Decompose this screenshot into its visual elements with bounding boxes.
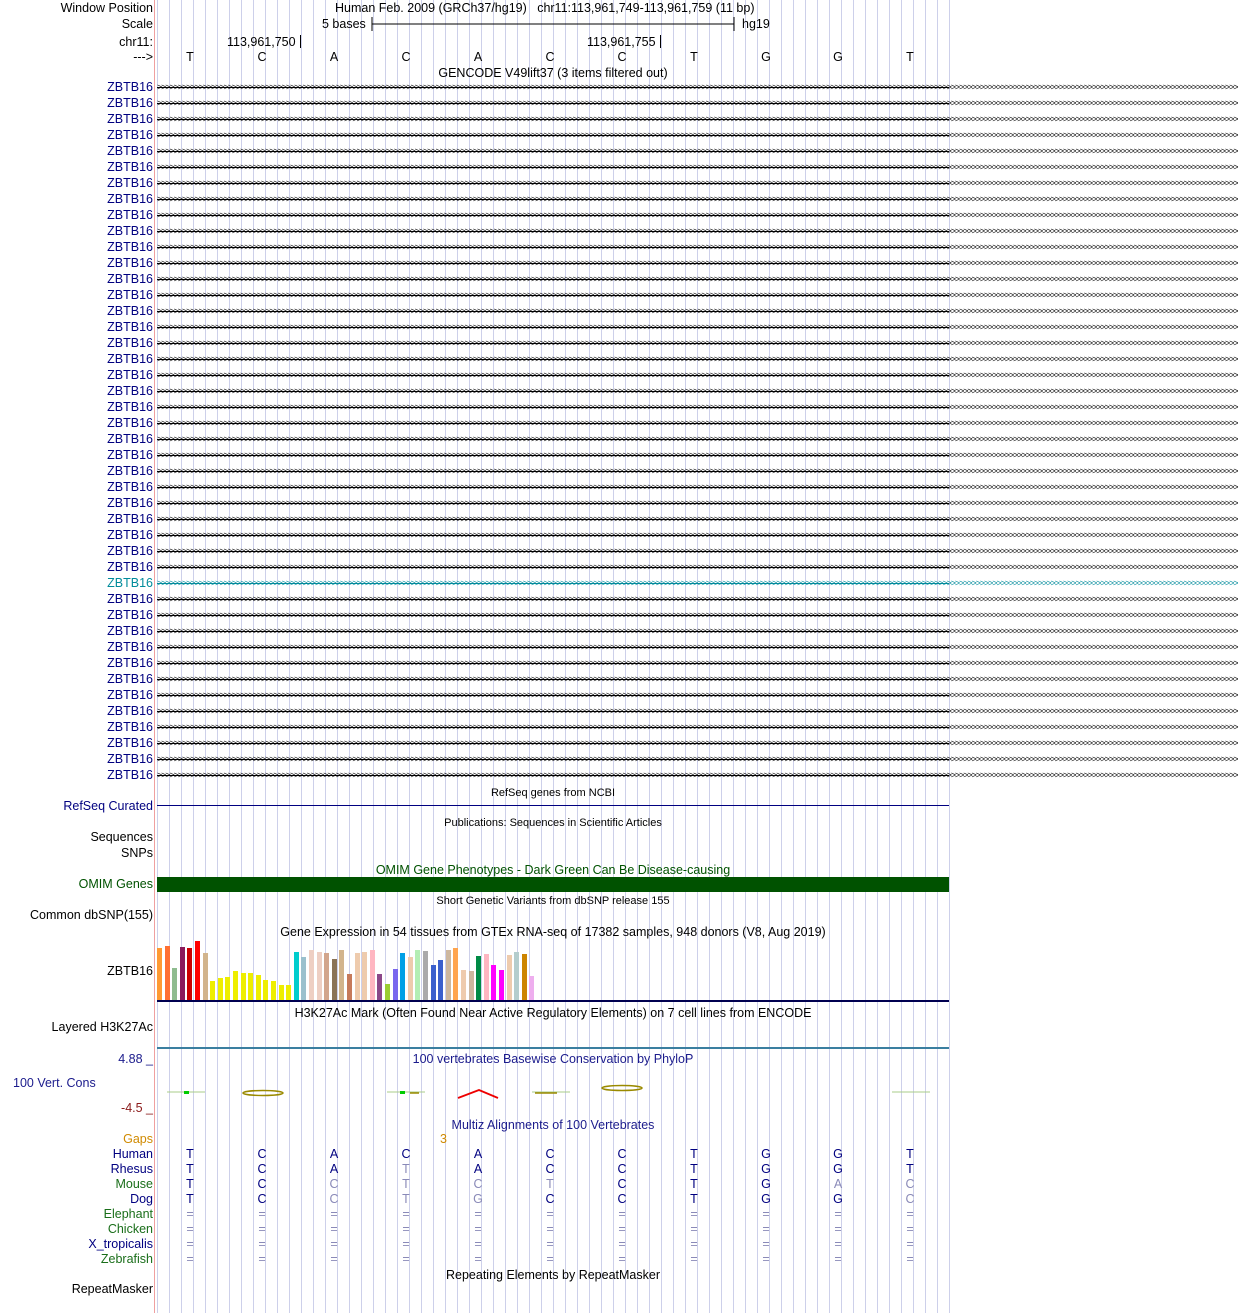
strand-arrows: >>>>>>>>>>>>>>>>>>>>>>>>>>>>>>>>>>>>>>>>>>>>>>>>>>>>>>>>>>>>>>>>>>>>>>>>>>>>>>>>>>>>>>>>>>>>>>>>>>>>>>>>>>>>>>>>>>>>>>>>>>>>>>>>>>>>>>>>>>>>>>>>>>>>>>>>>>>>>>>>>>>>>>>>>>>>>>>>>>>>>>>>>>>>>>>>>>>>>>>>>>>>>>>>>>>>>>>>>>>>>>>>>>>>>>>>>>>>>>>>>>>>>>>>>>>>>>>>>>>> (157, 498, 1238, 508)
gtex-baseline (157, 1000, 949, 1002)
gtex-tissue-bar[interactable] (484, 954, 489, 1001)
alignment-base: G (473, 1192, 483, 1206)
strand-arrows: >>>>>>>>>>>>>>>>>>>>>>>>>>>>>>>>>>>>>>>>>>>>>>>>>>>>>>>>>>>>>>>>>>>>>>>>>>>>>>>>>>>>>>>>>>>>>>>>>>>>>>>>>>>>>>>>>>>>>>>>>>>>>>>>>>>>>>>>>>>>>>>>>>>>>>>>>>>>>>>>>>>>>>>>>>>>>>>>>>>>>>>>>>>>>>>>>>>>>>>>>>>>>>>>>>>>>>>>>>>>>>>>>>>>>>>>>>>>>>>>>>>>>>>>>>>>>>>>>>>> (157, 754, 1238, 764)
strand-arrows: >>>>>>>>>>>>>>>>>>>>>>>>>>>>>>>>>>>>>>>>>>>>>>>>>>>>>>>>>>>>>>>>>>>>>>>>>>>>>>>>>>>>>>>>>>>>>>>>>>>>>>>>>>>>>>>>>>>>>>>>>>>>>>>>>>>>>>>>>>>>>>>>>>>>>>>>>>>>>>>>>>>>>>>>>>>>>>>>>>>>>>>>>>>>>>>>>>>>>>>>>>>>>>>>>>>>>>>>>>>>>>>>>>>>>>>>>>>>>>>>>>>>>>>>>>>>>>>>>>>> (157, 162, 1238, 172)
alignment-base: C (329, 1177, 339, 1191)
refseq-curated-label[interactable]: RefSeq Curated (63, 799, 153, 813)
h3k27ac-signal-line (157, 1047, 949, 1049)
alignment-base: C (617, 1192, 627, 1206)
strand-arrows: >>>>>>>>>>>>>>>>>>>>>>>>>>>>>>>>>>>>>>>>>>>>>>>>>>>>>>>>>>>>>>>>>>>>>>>>>>>>>>>>>>>>>>>>>>>>>>>>>>>>>>>>>>>>>>>>>>>>>>>>>>>>>>>>>>>>>>>>>>>>>>>>>>>>>>>>>>>>>>>>>>>>>>>>>>>>>>>>>>>>>>>>>>>>>>>>>>>>>>>>>>>>>>>>>>>>>>>>>>>>>>>>>>>>>>>>>>>>>>>>>>>>>>>>>>>>>>>>>>>> (157, 194, 1238, 204)
alignment-base: = (186, 1237, 194, 1251)
gtex-tissue-bar[interactable] (446, 950, 451, 1001)
gtex-tissue-bar[interactable] (332, 959, 337, 1001)
gencode-gene-label[interactable]: ZBTB16 (107, 304, 153, 318)
alignment-base: C (257, 1177, 267, 1191)
alignment-base: C (905, 1192, 915, 1206)
alignment-base: = (402, 1237, 410, 1251)
alignment-base: = (618, 1222, 626, 1236)
repeatmasker-track-title: Repeating Elements by RepeatMasker (445, 1268, 660, 1282)
scale-text: 5 bases (322, 17, 366, 31)
gtex-tissue-bar[interactable] (271, 981, 276, 1001)
strand-arrows: >>>>>>>>>>>>>>>>>>>>>>>>>>>>>>>>>>>>>>>>>>>>>>>>>>>>>>>>>>>>>>>>>>>>>>>>>>>>>>>>>>>>>>>>>>>>>>>>>>>>>>>>>>>>>>>>>>>>>>>>>>>>>>>>>>>>>>>>>>>>>>>>>>>>>>>>>>>>>>>>>>>>>>>>>>>>>>>>>>>>>>>>>>>>>>>>>>>>>>>>>>>>>>>>>>>>>>>>>>>>>>>>>>>>>>>>>>>>>>>>>>>>>>>>>>>>>>>>>>>> (157, 114, 1238, 124)
strand-arrows: >>>>>>>>>>>>>>>>>>>>>>>>>>>>>>>>>>>>>>>>>>>>>>>>>>>>>>>>>>>>>>>>>>>>>>>>>>>>>>>>>>>>>>>>>>>>>>>>>>>>>>>>>>>>>>>>>>>>>>>>>>>>>>>>>>>>>>>>>>>>>>>>>>>>>>>>>>>>>>>>>>>>>>>>>>>>>>>>>>>>>>>>>>>>>>>>>>>>>>>>>>>>>>>>>>>>>>>>>>>>>>>>>>>>>>>>>>>>>>>>>>>>>>>>>>>>>>>>>>>> (157, 530, 1238, 540)
gtex-tissue-bar[interactable] (195, 941, 200, 1001)
gtex-tissue-bar[interactable] (294, 952, 299, 1001)
gtex-tissue-bar[interactable] (514, 952, 519, 1001)
alignment-base: = (186, 1252, 194, 1266)
gencode-gene-label[interactable]: ZBTB16 (107, 512, 153, 526)
strand-arrows: >>>>>>>>>>>>>>>>>>>>>>>>>>>>>>>>>>>>>>>>>>>>>>>>>>>>>>>>>>>>>>>>>>>>>>>>>>>>>>>>>>>>>>>>>>>>>>>>>>>>>>>>>>>>>>>>>>>>>>>>>>>>>>>>>>>>>>>>>>>>>>>>>>>>>>>>>>>>>>>>>>>>>>>>>>>>>>>>>>>>>>>>>>>>>>>>>>>>>>>>>>>>>>>>>>>>>>>>>>>>>>>>>>>>>>>>>>>>>>>>>>>>>>>>>>>>>>>>>>>> (157, 562, 1238, 572)
strand-arrows: >>>>>>>>>>>>>>>>>>>>>>>>>>>>>>>>>>>>>>>>>>>>>>>>>>>>>>>>>>>>>>>>>>>>>>>>>>>>>>>>>>>>>>>>>>>>>>>>>>>>>>>>>>>>>>>>>>>>>>>>>>>>>>>>>>>>>>>>>>>>>>>>>>>>>>>>>>>>>>>>>>>>>>>>>>>>>>>>>>>>>>>>>>>>>>>>>>>>>>>>>>>>>>>>>>>>>>>>>>>>>>>>>>>>>>>>>>>>>>>>>>>>>>>>>>>>>>>>>>>> (157, 642, 1238, 652)
alignment-base: T (906, 1147, 914, 1161)
assembly-position-title: Human Feb. 2009 (GRCh37/hg19) chr11:113,961,749-113,961,759 (11 bp) (335, 1, 755, 15)
gencode-gene-label[interactable]: ZBTB16 (107, 320, 153, 334)
gencode-gene-label[interactable]: ZBTB16 (107, 288, 153, 302)
strand-arrows: >>>>>>>>>>>>>>>>>>>>>>>>>>>>>>>>>>>>>>>>>>>>>>>>>>>>>>>>>>>>>>>>>>>>>>>>>>>>>>>>>>>>>>>>>>>>>>>>>>>>>>>>>>>>>>>>>>>>>>>>>>>>>>>>>>>>>>>>>>>>>>>>>>>>>>>>>>>>>>>>>>>>>>>>>>>>>>>>>>>>>>>>>>>>>>>>>>>>>>>>>>>>>>>>>>>>>>>>>>>>>>>>>>>>>>>>>>>>>>>>>>>>>>>>>>>>>>>>>>>> (157, 674, 1238, 684)
gencode-gene-label[interactable]: ZBTB16 (107, 480, 153, 494)
gencode-gene-label[interactable]: ZBTB16 (107, 768, 153, 782)
phylop-min-label: -4.5 _ (121, 1101, 153, 1115)
refseq-track-title: RefSeq genes from NCBI (490, 787, 616, 799)
gtex-tissue-bar[interactable] (203, 953, 208, 1001)
gtex-tissue-bar[interactable] (469, 971, 474, 1001)
species-label[interactable]: Dog (130, 1192, 153, 1206)
alignment-base: C (617, 1177, 627, 1191)
alignment-base: = (906, 1252, 914, 1266)
gencode-gene-label[interactable]: ZBTB16 (107, 272, 153, 286)
alignment-base: G (833, 1147, 843, 1161)
gencode-gene-label[interactable]: ZBTB16 (107, 496, 153, 510)
gtex-tissue-bar[interactable] (248, 973, 253, 1001)
gtex-tissue-bar[interactable] (279, 985, 284, 1001)
alignment-base: T (906, 1162, 914, 1176)
phylop-track-title: 100 vertebrates Basewise Conservation by PhyloP (412, 1052, 694, 1066)
strand-arrows: >>>>>>>>>>>>>>>>>>>>>>>>>>>>>>>>>>>>>>>>>>>>>>>>>>>>>>>>>>>>>>>>>>>>>>>>>>>>>>>>>>>>>>>>>>>>>>>>>>>>>>>>>>>>>>>>>>>>>>>>>>>>>>>>>>>>>>>>>>>>>>>>>>>>>>>>>>>>>>>>>>>>>>>>>>>>>>>>>>>>>>>>>>>>>>>>>>>>>>>>>>>>>>>>>>>>>>>>>>>>>>>>>>>>>>>>>>>>>>>>>>>>>>>>>>>>>>>>>>>> (157, 98, 1238, 108)
alignment-base: T (690, 1147, 698, 1161)
gencode-gene-label[interactable]: ZBTB16 (107, 80, 153, 94)
strand-arrows: >>>>>>>>>>>>>>>>>>>>>>>>>>>>>>>>>>>>>>>>>>>>>>>>>>>>>>>>>>>>>>>>>>>>>>>>>>>>>>>>>>>>>>>>>>>>>>>>>>>>>>>>>>>>>>>>>>>>>>>>>>>>>>>>>>>>>>>>>>>>>>>>>>>>>>>>>>>>>>>>>>>>>>>>>>>>>>>>>>>>>>>>>>>>>>>>>>>>>>>>>>>>>>>>>>>>>>>>>>>>>>>>>>>>>>>>>>>>>>>>>>>>>>>>>>>>>>>>>>>> (157, 706, 1238, 716)
gencode-gene-label[interactable]: ZBTB16 (107, 720, 153, 734)
strand-arrows: >>>>>>>>>>>>>>>>>>>>>>>>>>>>>>>>>>>>>>>>>>>>>>>>>>>>>>>>>>>>>>>>>>>>>>>>>>>>>>>>>>>>>>>>>>>>>>>>>>>>>>>>>>>>>>>>>>>>>>>>>>>>>>>>>>>>>>>>>>>>>>>>>>>>>>>>>>>>>>>>>>>>>>>>>>>>>>>>>>>>>>>>>>>>>>>>>>>>>>>>>>>>>>>>>>>>>>>>>>>>>>>>>>>>>>>>>>>>>>>>>>>>>>>>>>>>>>>>>>>> (157, 82, 1238, 92)
gtex-tissue-bar[interactable] (529, 976, 534, 1001)
gencode-gene-label[interactable]: ZBTB16 (107, 592, 153, 606)
species-label[interactable]: Zebrafish (100, 1252, 153, 1266)
alignment-base: = (834, 1222, 842, 1236)
alignment-base: A (329, 1162, 339, 1176)
strand-arrows: >>>>>>>>>>>>>>>>>>>>>>>>>>>>>>>>>>>>>>>>>>>>>>>>>>>>>>>>>>>>>>>>>>>>>>>>>>>>>>>>>>>>>>>>>>>>>>>>>>>>>>>>>>>>>>>>>>>>>>>>>>>>>>>>>>>>>>>>>>>>>>>>>>>>>>>>>>>>>>>>>>>>>>>>>>>>>>>>>>>>>>>>>>>>>>>>>>>>>>>>>>>>>>>>>>>>>>>>>>>>>>>>>>>>>>>>>>>>>>>>>>>>>>>>>>>>>>>>>>>> (157, 242, 1238, 252)
strand-arrows: >>>>>>>>>>>>>>>>>>>>>>>>>>>>>>>>>>>>>>>>>>>>>>>>>>>>>>>>>>>>>>>>>>>>>>>>>>>>>>>>>>>>>>>>>>>>>>>>>>>>>>>>>>>>>>>>>>>>>>>>>>>>>>>>>>>>>>>>>>>>>>>>>>>>>>>>>>>>>>>>>>>>>>>>>>>>>>>>>>>>>>>>>>>>>>>>>>>>>>>>>>>>>>>>>>>>>>>>>>>>>>>>>>>>>>>>>>>>>>>>>>>>>>>>>>>>>>>>>>>> (157, 354, 1238, 364)
sequence-base: G (833, 50, 843, 64)
gencode-gene-label[interactable]: ZBTB16 (107, 464, 153, 478)
label-separator (154, 0, 155, 1313)
gencode-gene-label[interactable]: ZBTB16 (107, 704, 153, 718)
strand-arrows: >>>>>>>>>>>>>>>>>>>>>>>>>>>>>>>>>>>>>>>>>>>>>>>>>>>>>>>>>>>>>>>>>>>>>>>>>>>>>>>>>>>>>>>>>>>>>>>>>>>>>>>>>>>>>>>>>>>>>>>>>>>>>>>>>>>>>>>>>>>>>>>>>>>>>>>>>>>>>>>>>>>>>>>>>>>>>>>>>>>>>>>>>>>>>>>>>>>>>>>>>>>>>>>>>>>>>>>>>>>>>>>>>>>>>>>>>>>>>>>>>>>>>>>>>>>>>>>>>>>> (157, 594, 1238, 604)
gtex-tissue-bar[interactable] (385, 984, 390, 1001)
strand-arrows: >>>>>>>>>>>>>>>>>>>>>>>>>>>>>>>>>>>>>>>>>>>>>>>>>>>>>>>>>>>>>>>>>>>>>>>>>>>>>>>>>>>>>>>>>>>>>>>>>>>>>>>>>>>>>>>>>>>>>>>>>>>>>>>>>>>>>>>>>>>>>>>>>>>>>>>>>>>>>>>>>>>>>>>>>>>>>>>>>>>>>>>>>>>>>>>>>>>>>>>>>>>>>>>>>>>>>>>>>>>>>>>>>>>>>>>>>>>>>>>>>>>>>>>>>>>>>>>>>>>> (157, 306, 1238, 316)
alignment-base: A (833, 1177, 843, 1191)
gtex-tissue-bar[interactable] (370, 950, 375, 1001)
gtex-gene-label[interactable]: ZBTB16 (107, 964, 153, 978)
species-label[interactable]: Mouse (115, 1177, 153, 1191)
alignment-base: = (762, 1252, 770, 1266)
gencode-gene-label[interactable]: ZBTB16 (107, 176, 153, 190)
alignment-base: T (546, 1177, 554, 1191)
gtex-tissue-bar[interactable] (286, 985, 291, 1001)
alignment-base: G (833, 1192, 843, 1206)
strand-arrows: >>>>>>>>>>>>>>>>>>>>>>>>>>>>>>>>>>>>>>>>>>>>>>>>>>>>>>>>>>>>>>>>>>>>>>>>>>>>>>>>>>>>>>>>>>>>>>>>>>>>>>>>>>>>>>>>>>>>>>>>>>>>>>>>>>>>>>>>>>>>>>>>>>>>>>>>>>>>>>>>>>>>>>>>>>>>>>>>>>>>>>>>>>>>>>>>>>>>>>>>>>>>>>>>>>>>>>>>>>>>>>>>>>>>>>>>>>>>>>>>>>>>>>>>>>>>>>>>>>>> (157, 658, 1238, 668)
gencode-gene-label[interactable]: ZBTB16 (107, 96, 153, 110)
alignment-base: T (186, 1192, 194, 1206)
gtex-tissue-bar[interactable] (491, 965, 496, 1001)
strand-arrows: >>>>>>>>>>>>>>>>>>>>>>>>>>>>>>>>>>>>>>>>>>>>>>>>>>>>>>>>>>>>>>>>>>>>>>>>>>>>>>>>>>>>>>>>>>>>>>>>>>>>>>>>>>>>>>>>>>>>>>>>>>>>>>>>>>>>>>>>>>>>>>>>>>>>>>>>>>>>>>>>>>>>>>>>>>>>>>>>>>>>>>>>>>>>>>>>>>>>>>>>>>>>>>>>>>>>>>>>>>>>>>>>>>>>>>>>>>>>>>>>>>>>>>>>>>>>>>>>>>>> (157, 722, 1238, 732)
gtex-tissue-bar[interactable] (241, 973, 246, 1001)
gtex-tissue-bar[interactable] (393, 969, 398, 1001)
alignment-base: = (402, 1222, 410, 1236)
alignment-base: = (474, 1252, 482, 1266)
alignment-base: C (617, 1147, 627, 1161)
alignment-base: = (762, 1222, 770, 1236)
sequence-base: A (329, 50, 339, 64)
alignment-base: T (186, 1162, 194, 1176)
strand-arrows: >>>>>>>>>>>>>>>>>>>>>>>>>>>>>>>>>>>>>>>>>>>>>>>>>>>>>>>>>>>>>>>>>>>>>>>>>>>>>>>>>>>>>>>>>>>>>>>>>>>>>>>>>>>>>>>>>>>>>>>>>>>>>>>>>>>>>>>>>>>>>>>>>>>>>>>>>>>>>>>>>>>>>>>>>>>>>>>>>>>>>>>>>>>>>>>>>>>>>>>>>>>>>>>>>>>>>>>>>>>>>>>>>>>>>>>>>>>>>>>>>>>>>>>>>>>>>>>>>>>> (157, 210, 1238, 220)
alignment-base: C (545, 1192, 555, 1206)
alignment-base: = (258, 1237, 266, 1251)
sequence-base: C (617, 50, 627, 64)
alignment-base: = (618, 1237, 626, 1251)
scale-bar (370, 16, 736, 32)
gtex-tissue-bar[interactable] (210, 981, 215, 1001)
gtex-tissue-bar[interactable] (362, 952, 367, 1001)
alignment-base: T (690, 1162, 698, 1176)
gtex-tissue-bar[interactable] (400, 953, 405, 1001)
alignment-base: A (473, 1147, 483, 1161)
strand-arrows: >>>>>>>>>>>>>>>>>>>>>>>>>>>>>>>>>>>>>>>>>>>>>>>>>>>>>>>>>>>>>>>>>>>>>>>>>>>>>>>>>>>>>>>>>>>>>>>>>>>>>>>>>>>>>>>>>>>>>>>>>>>>>>>>>>>>>>>>>>>>>>>>>>>>>>>>>>>>>>>>>>>>>>>>>>>>>>>>>>>>>>>>>>>>>>>>>>>>>>>>>>>>>>>>>>>>>>>>>>>>>>>>>>>>>>>>>>>>>>>>>>>>>>>>>>>>>>>>>>>> (157, 258, 1238, 268)
gencode-gene-label[interactable]: ZBTB16 (107, 224, 153, 238)
alignment-base: = (258, 1207, 266, 1221)
alignment-base: = (186, 1222, 194, 1236)
gaps-count: 3 (440, 1132, 447, 1146)
gencode-gene-label[interactable]: ZBTB16 (107, 544, 153, 558)
sequence-base: C (401, 50, 411, 64)
strand-arrows: >>>>>>>>>>>>>>>>>>>>>>>>>>>>>>>>>>>>>>>>>>>>>>>>>>>>>>>>>>>>>>>>>>>>>>>>>>>>>>>>>>>>>>>>>>>>>>>>>>>>>>>>>>>>>>>>>>>>>>>>>>>>>>>>>>>>>>>>>>>>>>>>>>>>>>>>>>>>>>>>>>>>>>>>>>>>>>>>>>>>>>>>>>>>>>>>>>>>>>>>>>>>>>>>>>>>>>>>>>>>>>>>>>>>>>>>>>>>>>>>>>>>>>>>>>>>>>>>>>>> (157, 274, 1238, 284)
sequence-base: A (473, 50, 483, 64)
alignment-base: = (330, 1222, 338, 1236)
alignment-base: C (329, 1192, 339, 1206)
h3k27ac-track-title: H3K27Ac Mark (Often Found Near Active Regulatory Elements) on 7 cell lines from ENCODE (294, 1006, 812, 1020)
species-label[interactable]: X_tropicalis (88, 1237, 153, 1251)
alignment-base: T (402, 1177, 410, 1191)
gtex-tissue-bar[interactable] (453, 948, 458, 1001)
gencode-gene-label[interactable]: ZBTB16 (107, 688, 153, 702)
omim-gene-bar[interactable] (157, 877, 949, 892)
gencode-gene-label[interactable]: ZBTB16 (107, 240, 153, 254)
common-dbsnp-label[interactable]: Common dbSNP(155) (30, 908, 153, 922)
species-label[interactable]: Chicken (107, 1222, 153, 1236)
gtex-tissue-bar[interactable] (256, 975, 261, 1001)
omim-genes-label[interactable]: OMIM Genes (78, 877, 153, 891)
gencode-gene-label[interactable]: ZBTB16 (107, 608, 153, 622)
alignment-base: = (474, 1207, 482, 1221)
alignment-base: = (330, 1207, 338, 1221)
refseq-gene-line[interactable] (157, 805, 949, 806)
gtex-tissue-bar[interactable] (301, 957, 306, 1001)
strand-arrows: >>>>>>>>>>>>>>>>>>>>>>>>>>>>>>>>>>>>>>>>>>>>>>>>>>>>>>>>>>>>>>>>>>>>>>>>>>>>>>>>>>>>>>>>>>>>>>>>>>>>>>>>>>>>>>>>>>>>>>>>>>>>>>>>>>>>>>>>>>>>>>>>>>>>>>>>>>>>>>>>>>>>>>>>>>>>>>>>>>>>>>>>>>>>>>>>>>>>>>>>>>>>>>>>>>>>>>>>>>>>>>>>>>>>>>>>>>>>>>>>>>>>>>>>>>>>>>>>>>>> (157, 130, 1238, 140)
gtex-tissue-bar[interactable] (347, 974, 352, 1001)
alignment-base: G (761, 1162, 771, 1176)
alignment-base: G (761, 1177, 771, 1191)
alignment-base: = (906, 1207, 914, 1221)
alignment-base: T (690, 1177, 698, 1191)
gencode-gene-label[interactable]: ZBTB16 (107, 432, 153, 446)
gtex-tissue-bar[interactable] (263, 980, 268, 1001)
alignment-base: = (690, 1237, 698, 1251)
gencode-gene-label[interactable]: ZBTB16 (107, 560, 153, 574)
alignment-base: C (257, 1192, 267, 1206)
alignment-base: G (761, 1192, 771, 1206)
alignment-base: A (473, 1162, 483, 1176)
strand-arrows: >>>>>>>>>>>>>>>>>>>>>>>>>>>>>>>>>>>>>>>>>>>>>>>>>>>>>>>>>>>>>>>>>>>>>>>>>>>>>>>>>>>>>>>>>>>>>>>>>>>>>>>>>>>>>>>>>>>>>>>>>>>>>>>>>>>>>>>>>>>>>>>>>>>>>>>>>>>>>>>>>>>>>>>>>>>>>>>>>>>>>>>>>>>>>>>>>>>>>>>>>>>>>>>>>>>>>>>>>>>>>>>>>>>>>>>>>>>>>>>>>>>>>>>>>>>>>>>>>>>> (157, 434, 1238, 444)
gencode-gene-label[interactable]: ZBTB16 (107, 576, 153, 590)
alignment-base: = (402, 1207, 410, 1221)
gencode-gene-label[interactable]: ZBTB16 (107, 672, 153, 686)
sequence-base: T (690, 50, 698, 64)
alignment-base: = (546, 1252, 554, 1266)
alignment-base: C (473, 1177, 483, 1191)
gencode-gene-label[interactable]: ZBTB16 (107, 448, 153, 462)
gtex-tissue-bar[interactable] (355, 953, 360, 1001)
alignment-base: = (834, 1252, 842, 1266)
alignment-base: C (617, 1162, 627, 1176)
strand-arrows: >>>>>>>>>>>>>>>>>>>>>>>>>>>>>>>>>>>>>>>>>>>>>>>>>>>>>>>>>>>>>>>>>>>>>>>>>>>>>>>>>>>>>>>>>>>>>>>>>>>>>>>>>>>>>>>>>>>>>>>>>>>>>>>>>>>>>>>>>>>>>>>>>>>>>>>>>>>>>>>>>>>>>>>>>>>>>>>>>>>>>>>>>>>>>>>>>>>>>>>>>>>>>>>>>>>>>>>>>>>>>>>>>>>>>>>>>>>>>>>>>>>>>>>>>>>>>>>>>>>> (157, 738, 1238, 748)
strand-arrows: >>>>>>>>>>>>>>>>>>>>>>>>>>>>>>>>>>>>>>>>>>>>>>>>>>>>>>>>>>>>>>>>>>>>>>>>>>>>>>>>>>>>>>>>>>>>>>>>>>>>>>>>>>>>>>>>>>>>>>>>>>>>>>>>>>>>>>>>>>>>>>>>>>>>>>>>>>>>>>>>>>>>>>>>>>>>>>>>>>>>>>>>>>>>>>>>>>>>>>>>>>>>>>>>>>>>>>>>>>>>>>>>>>>>>>>>>>>>>>>>>>>>>>>>>>>>>>>>>>>> (157, 322, 1238, 332)
alignment-base: C (257, 1147, 267, 1161)
gtex-tissue-bar[interactable] (377, 974, 382, 1001)
gaps-label: Gaps (123, 1132, 153, 1146)
gencode-gene-label[interactable]: ZBTB16 (107, 352, 153, 366)
gencode-track-title: GENCODE V49lift37 (3 items filtered out) (438, 66, 668, 80)
alignment-base: = (690, 1207, 698, 1221)
gencode-gene-label[interactable]: ZBTB16 (107, 368, 153, 382)
alignment-base: G (833, 1162, 843, 1176)
alignment-base: = (546, 1222, 554, 1236)
strand-arrows: >>>>>>>>>>>>>>>>>>>>>>>>>>>>>>>>>>>>>>>>>>>>>>>>>>>>>>>>>>>>>>>>>>>>>>>>>>>>>>>>>>>>>>>>>>>>>>>>>>>>>>>>>>>>>>>>>>>>>>>>>>>>>>>>>>>>>>>>>>>>>>>>>>>>>>>>>>>>>>>>>>>>>>>>>>>>>>>>>>>>>>>>>>>>>>>>>>>>>>>>>>>>>>>>>>>>>>>>>>>>>>>>>>>>>>>>>>>>>>>>>>>>>>>>>>>>>>>>>>>> (157, 450, 1238, 460)
gencode-track[interactable] (157, 80, 1238, 784)
gtex-tissue-bar[interactable] (507, 955, 512, 1001)
alignment-base: = (546, 1237, 554, 1251)
gencode-gene-label[interactable]: ZBTB16 (107, 160, 153, 174)
gencode-gene-label[interactable]: ZBTB16 (107, 416, 153, 430)
strand-arrows: >>>>>>>>>>>>>>>>>>>>>>>>>>>>>>>>>>>>>>>>>>>>>>>>>>>>>>>>>>>>>>>>>>>>>>>>>>>>>>>>>>>>>>>>>>>>>>>>>>>>>>>>>>>>>>>>>>>>>>>>>>>>>>>>>>>>>>>>>>>>>>>>>>>>>>>>>>>>>>>>>>>>>>>>>>>>>>>>>>>>>>>>>>>>>>>>>>>>>>>>>>>>>>>>>>>>>>>>>>>>>>>>>>>>>>>>>>>>>>>>>>>>>>>>>>>>>>>>>>>> (157, 466, 1238, 476)
gtex-tissue-bar[interactable] (218, 978, 223, 1001)
snps-label[interactable]: SNPs (121, 846, 153, 860)
alignment-base: C (905, 1177, 915, 1191)
gtex-tissue-bar[interactable] (233, 971, 238, 1001)
alignment-base: = (762, 1207, 770, 1221)
alignment-base: = (834, 1237, 842, 1251)
alignment-base: T (186, 1147, 194, 1161)
gtex-tissue-bar[interactable] (431, 965, 436, 1001)
strand-label: ---> (133, 50, 153, 64)
layered-h3k27ac-label[interactable]: Layered H3K27Ac (51, 1020, 153, 1034)
gencode-gene-label[interactable]: ZBTB16 (107, 400, 153, 414)
alignment-base: = (330, 1237, 338, 1251)
gencode-gene-label[interactable]: ZBTB16 (107, 640, 153, 654)
alignment-base: C (257, 1162, 267, 1176)
alignment-base: = (618, 1252, 626, 1266)
sequences-label[interactable]: Sequences (90, 830, 153, 844)
gencode-gene-label[interactable]: ZBTB16 (107, 192, 153, 206)
strand-arrows: >>>>>>>>>>>>>>>>>>>>>>>>>>>>>>>>>>>>>>>>>>>>>>>>>>>>>>>>>>>>>>>>>>>>>>>>>>>>>>>>>>>>>>>>>>>>>>>>>>>>>>>>>>>>>>>>>>>>>>>>>>>>>>>>>>>>>>>>>>>>>>>>>>>>>>>>>>>>>>>>>>>>>>>>>>>>>>>>>>>>>>>>>>>>>>>>>>>>>>>>>>>>>>>>>>>>>>>>>>>>>>>>>>>>>>>>>>>>>>>>>>>>>>>>>>>>>>>>>>>> (157, 146, 1238, 156)
omim-track-title: OMIM Gene Phenotypes - Dark Green Can Be Disease-causing (375, 863, 731, 877)
gtex-tissue-bar[interactable] (499, 970, 504, 1001)
strand-arrows: >>>>>>>>>>>>>>>>>>>>>>>>>>>>>>>>>>>>>>>>>>>>>>>>>>>>>>>>>>>>>>>>>>>>>>>>>>>>>>>>>>>>>>>>>>>>>>>>>>>>>>>>>>>>>>>>>>>>>>>>>>>>>>>>>>>>>>>>>>>>>>>>>>>>>>>>>>>>>>>>>>>>>>>>>>>>>>>>>>>>>>>>>>>>>>>>>>>>>>>>>>>>>>>>>>>>>>>>>>>>>>>>>>>>>>>>>>>>>>>>>>>>>>>>>>>>>>>>>>>> (157, 770, 1238, 780)
gencode-gene-label[interactable]: ZBTB16 (107, 112, 153, 126)
alignment-base: = (186, 1207, 194, 1221)
species-label[interactable]: Human (112, 1147, 153, 1161)
coordinate-tick-2: 113,961,755 (587, 35, 656, 49)
gtex-tissue-bar[interactable] (157, 948, 162, 1001)
alignment-base: C (401, 1147, 411, 1161)
sequence-base: G (761, 50, 771, 64)
species-label[interactable]: Elephant (103, 1207, 153, 1221)
gtex-tissue-bar[interactable] (461, 970, 466, 1001)
strand-arrows: >>>>>>>>>>>>>>>>>>>>>>>>>>>>>>>>>>>>>>>>>>>>>>>>>>>>>>>>>>>>>>>>>>>>>>>>>>>>>>>>>>>>>>>>>>>>>>>>>>>>>>>>>>>>>>>>>>>>>>>>>>>>>>>>>>>>>>>>>>>>>>>>>>>>>>>>>>>>>>>>>>>>>>>>>>>>>>>>>>>>>>>>>>>>>>>>>>>>>>>>>>>>>>>>>>>>>>>>>>>>>>>>>>>>>>>>>>>>>>>>>>>>>>>>>>>>>>>>>>>> (157, 514, 1238, 524)
publications-track-title: Publications: Sequences in Scientific Articles (444, 817, 662, 829)
gencode-gene-label[interactable]: ZBTB16 (107, 256, 153, 270)
strand-arrows: >>>>>>>>>>>>>>>>>>>>>>>>>>>>>>>>>>>>>>>>>>>>>>>>>>>>>>>>>>>>>>>>>>>>>>>>>>>>>>>>>>>>>>>>>>>>>>>>>>>>>>>>>>>>>>>>>>>>>>>>>>>>>>>>>>>>>>>>>>>>>>>>>>>>>>>>>>>>>>>>>>>>>>>>>>>>>>>>>>>>>>>>>>>>>>>>>>>>>>>>>>>>>>>>>>>>>>>>>>>>>>>>>>>>>>>>>>>>>>>>>>>>>>>>>>>>>>>>>>>> (157, 290, 1238, 300)
strand-arrows: >>>>>>>>>>>>>>>>>>>>>>>>>>>>>>>>>>>>>>>>>>>>>>>>>>>>>>>>>>>>>>>>>>>>>>>>>>>>>>>>>>>>>>>>>>>>>>>>>>>>>>>>>>>>>>>>>>>>>>>>>>>>>>>>>>>>>>>>>>>>>>>>>>>>>>>>>>>>>>>>>>>>>>>>>>>>>>>>>>>>>>>>>>>>>>>>>>>>>>>>>>>>>>>>>>>>>>>>>>>>>>>>>>>>>>>>>>>>>>>>>>>>>>>>>>>>>>>>>>>> (157, 578, 1238, 588)
gtex-tissue-bar[interactable] (522, 954, 527, 1001)
gtex-tissue-bar[interactable] (180, 947, 185, 1001)
database-label: hg19 (742, 17, 770, 31)
phylop-track-label[interactable]: 100 Vert. Cons (13, 1076, 96, 1090)
alignment-base: = (906, 1222, 914, 1236)
alignment-base: = (762, 1237, 770, 1251)
strand-arrows: >>>>>>>>>>>>>>>>>>>>>>>>>>>>>>>>>>>>>>>>>>>>>>>>>>>>>>>>>>>>>>>>>>>>>>>>>>>>>>>>>>>>>>>>>>>>>>>>>>>>>>>>>>>>>>>>>>>>>>>>>>>>>>>>>>>>>>>>>>>>>>>>>>>>>>>>>>>>>>>>>>>>>>>>>>>>>>>>>>>>>>>>>>>>>>>>>>>>>>>>>>>>>>>>>>>>>>>>>>>>>>>>>>>>>>>>>>>>>>>>>>>>>>>>>>>>>>>>>>>> (157, 338, 1238, 348)
repeatmasker-label[interactable]: RepeatMasker (71, 1282, 153, 1296)
alignment-base: = (474, 1222, 482, 1236)
gtex-tissue-bar[interactable] (438, 960, 443, 1001)
multiz-track-title: Multiz Alignments of 100 Vertebrates (451, 1118, 655, 1132)
strand-arrows: >>>>>>>>>>>>>>>>>>>>>>>>>>>>>>>>>>>>>>>>>>>>>>>>>>>>>>>>>>>>>>>>>>>>>>>>>>>>>>>>>>>>>>>>>>>>>>>>>>>>>>>>>>>>>>>>>>>>>>>>>>>>>>>>>>>>>>>>>>>>>>>>>>>>>>>>>>>>>>>>>>>>>>>>>>>>>>>>>>>>>>>>>>>>>>>>>>>>>>>>>>>>>>>>>>>>>>>>>>>>>>>>>>>>>>>>>>>>>>>>>>>>>>>>>>>>>>>>>>>> (157, 370, 1238, 380)
gencode-gene-label[interactable]: ZBTB16 (107, 752, 153, 766)
alignment-base: A (329, 1147, 339, 1161)
gtex-tissue-bar[interactable] (165, 946, 170, 1001)
alignment-base: C (545, 1162, 555, 1176)
strand-arrows: >>>>>>>>>>>>>>>>>>>>>>>>>>>>>>>>>>>>>>>>>>>>>>>>>>>>>>>>>>>>>>>>>>>>>>>>>>>>>>>>>>>>>>>>>>>>>>>>>>>>>>>>>>>>>>>>>>>>>>>>>>>>>>>>>>>>>>>>>>>>>>>>>>>>>>>>>>>>>>>>>>>>>>>>>>>>>>>>>>>>>>>>>>>>>>>>>>>>>>>>>>>>>>>>>>>>>>>>>>>>>>>>>>>>>>>>>>>>>>>>>>>>>>>>>>>>>>>>>>>> (157, 546, 1238, 556)
alignment-base: = (690, 1222, 698, 1236)
gtex-tissue-bar[interactable] (317, 952, 322, 1001)
strand-arrows: >>>>>>>>>>>>>>>>>>>>>>>>>>>>>>>>>>>>>>>>>>>>>>>>>>>>>>>>>>>>>>>>>>>>>>>>>>>>>>>>>>>>>>>>>>>>>>>>>>>>>>>>>>>>>>>>>>>>>>>>>>>>>>>>>>>>>>>>>>>>>>>>>>>>>>>>>>>>>>>>>>>>>>>>>>>>>>>>>>>>>>>>>>>>>>>>>>>>>>>>>>>>>>>>>>>>>>>>>>>>>>>>>>>>>>>>>>>>>>>>>>>>>>>>>>>>>>>>>>>> (157, 690, 1238, 700)
sequence-base: T (906, 50, 914, 64)
gtex-tissue-bar[interactable] (423, 951, 428, 1001)
gencode-gene-label[interactable]: ZBTB16 (107, 384, 153, 398)
gtex-tissue-bar[interactable] (476, 956, 481, 1001)
sequence-base: C (545, 50, 555, 64)
gtex-tissue-bar[interactable] (324, 953, 329, 1001)
window-position-label: Window Position (60, 1, 153, 15)
strand-arrows: >>>>>>>>>>>>>>>>>>>>>>>>>>>>>>>>>>>>>>>>>>>>>>>>>>>>>>>>>>>>>>>>>>>>>>>>>>>>>>>>>>>>>>>>>>>>>>>>>>>>>>>>>>>>>>>>>>>>>>>>>>>>>>>>>>>>>>>>>>>>>>>>>>>>>>>>>>>>>>>>>>>>>>>>>>>>>>>>>>>>>>>>>>>>>>>>>>>>>>>>>>>>>>>>>>>>>>>>>>>>>>>>>>>>>>>>>>>>>>>>>>>>>>>>>>>>>>>>>>>> (157, 226, 1238, 236)
gencode-gene-label[interactable]: ZBTB16 (107, 128, 153, 142)
alignment-base: G (761, 1147, 771, 1161)
strand-arrows: >>>>>>>>>>>>>>>>>>>>>>>>>>>>>>>>>>>>>>>>>>>>>>>>>>>>>>>>>>>>>>>>>>>>>>>>>>>>>>>>>>>>>>>>>>>>>>>>>>>>>>>>>>>>>>>>>>>>>>>>>>>>>>>>>>>>>>>>>>>>>>>>>>>>>>>>>>>>>>>>>>>>>>>>>>>>>>>>>>>>>>>>>>>>>>>>>>>>>>>>>>>>>>>>>>>>>>>>>>>>>>>>>>>>>>>>>>>>>>>>>>>>>>>>>>>>>>>>>>>> (157, 482, 1238, 492)
gencode-gene-label[interactable]: ZBTB16 (107, 144, 153, 158)
gtex-tissue-bar[interactable] (339, 950, 344, 1001)
strand-arrows: >>>>>>>>>>>>>>>>>>>>>>>>>>>>>>>>>>>>>>>>>>>>>>>>>>>>>>>>>>>>>>>>>>>>>>>>>>>>>>>>>>>>>>>>>>>>>>>>>>>>>>>>>>>>>>>>>>>>>>>>>>>>>>>>>>>>>>>>>>>>>>>>>>>>>>>>>>>>>>>>>>>>>>>>>>>>>>>>>>>>>>>>>>>>>>>>>>>>>>>>>>>>>>>>>>>>>>>>>>>>>>>>>>>>>>>>>>>>>>>>>>>>>>>>>>>>>>>>>>>> (157, 386, 1238, 396)
coordinate-tick-1: 113,961,750 (227, 35, 296, 49)
alignment-base: T (402, 1192, 410, 1206)
alignment-base: C (545, 1147, 555, 1161)
alignment-base: = (906, 1237, 914, 1251)
coordinate-tick-mark-2 (660, 35, 661, 48)
strand-arrows: >>>>>>>>>>>>>>>>>>>>>>>>>>>>>>>>>>>>>>>>>>>>>>>>>>>>>>>>>>>>>>>>>>>>>>>>>>>>>>>>>>>>>>>>>>>>>>>>>>>>>>>>>>>>>>>>>>>>>>>>>>>>>>>>>>>>>>>>>>>>>>>>>>>>>>>>>>>>>>>>>>>>>>>>>>>>>>>>>>>>>>>>>>>>>>>>>>>>>>>>>>>>>>>>>>>>>>>>>>>>>>>>>>>>>>>>>>>>>>>>>>>>>>>>>>>>>>>>>>>> (157, 626, 1238, 636)
strand-arrows: >>>>>>>>>>>>>>>>>>>>>>>>>>>>>>>>>>>>>>>>>>>>>>>>>>>>>>>>>>>>>>>>>>>>>>>>>>>>>>>>>>>>>>>>>>>>>>>>>>>>>>>>>>>>>>>>>>>>>>>>>>>>>>>>>>>>>>>>>>>>>>>>>>>>>>>>>>>>>>>>>>>>>>>>>>>>>>>>>>>>>>>>>>>>>>>>>>>>>>>>>>>>>>>>>>>>>>>>>>>>>>>>>>>>>>>>>>>>>>>>>>>>>>>>>>>>>>>>>>>> (157, 178, 1238, 188)
gtex-tissue-bar[interactable] (415, 950, 420, 1001)
gtex-bar-chart[interactable] (157, 940, 557, 1001)
dbsnp-track-title: Short Genetic Variants from dbSNP release 155 (436, 895, 670, 907)
species-label[interactable]: Rhesus (110, 1162, 153, 1176)
gencode-gene-label[interactable]: ZBTB16 (107, 624, 153, 638)
gtex-tissue-bar[interactable] (408, 957, 413, 1001)
alignment-base: = (402, 1252, 410, 1266)
alignment-base: = (474, 1237, 482, 1251)
gencode-gene-label[interactable]: ZBTB16 (107, 656, 153, 670)
alignment-base: = (330, 1252, 338, 1266)
sequence-base: T (186, 50, 194, 64)
strand-arrows: >>>>>>>>>>>>>>>>>>>>>>>>>>>>>>>>>>>>>>>>>>>>>>>>>>>>>>>>>>>>>>>>>>>>>>>>>>>>>>>>>>>>>>>>>>>>>>>>>>>>>>>>>>>>>>>>>>>>>>>>>>>>>>>>>>>>>>>>>>>>>>>>>>>>>>>>>>>>>>>>>>>>>>>>>>>>>>>>>>>>>>>>>>>>>>>>>>>>>>>>>>>>>>>>>>>>>>>>>>>>>>>>>>>>>>>>>>>>>>>>>>>>>>>>>>>>>>>>>>>> (157, 610, 1238, 620)
chromosome-label: chr11: (119, 35, 153, 49)
gencode-gene-label[interactable]: ZBTB16 (107, 336, 153, 350)
gencode-gene-label[interactable]: ZBTB16 (107, 528, 153, 542)
alignment-base: = (834, 1207, 842, 1221)
alignment-base: T (402, 1162, 410, 1176)
alignment-base: T (186, 1177, 194, 1191)
alignment-base: = (690, 1252, 698, 1266)
alignment-base: = (258, 1252, 266, 1266)
gtex-track-title: Gene Expression in 54 tissues from GTEx RNA-seq of 17382 samples, 948 donors (V8, Aug 2019) (280, 925, 826, 939)
gencode-gene-label[interactable]: ZBTB16 (107, 736, 153, 750)
gtex-tissue-bar[interactable] (187, 948, 192, 1001)
strand-arrows: >>>>>>>>>>>>>>>>>>>>>>>>>>>>>>>>>>>>>>>>>>>>>>>>>>>>>>>>>>>>>>>>>>>>>>>>>>>>>>>>>>>>>>>>>>>>>>>>>>>>>>>>>>>>>>>>>>>>>>>>>>>>>>>>>>>>>>>>>>>>>>>>>>>>>>>>>>>>>>>>>>>>>>>>>>>>>>>>>>>>>>>>>>>>>>>>>>>>>>>>>>>>>>>>>>>>>>>>>>>>>>>>>>>>>>>>>>>>>>>>>>>>>>>>>>>>>>>>>>>> (157, 402, 1238, 412)
phylop-max-label: 4.88 _ (118, 1052, 153, 1066)
gtex-tissue-bar[interactable] (225, 977, 230, 1001)
strand-arrows: >>>>>>>>>>>>>>>>>>>>>>>>>>>>>>>>>>>>>>>>>>>>>>>>>>>>>>>>>>>>>>>>>>>>>>>>>>>>>>>>>>>>>>>>>>>>>>>>>>>>>>>>>>>>>>>>>>>>>>>>>>>>>>>>>>>>>>>>>>>>>>>>>>>>>>>>>>>>>>>>>>>>>>>>>>>>>>>>>>>>>>>>>>>>>>>>>>>>>>>>>>>>>>>>>>>>>>>>>>>>>>>>>>>>>>>>>>>>>>>>>>>>>>>>>>>>>>>>>>>> (157, 418, 1238, 428)
phylop-signal (157, 1080, 949, 1102)
scale-label: Scale (121, 17, 153, 31)
sequence-base: C (257, 50, 267, 64)
gencode-gene-label[interactable]: ZBTB16 (107, 208, 153, 222)
alignment-base: = (258, 1222, 266, 1236)
alignment-base: = (618, 1207, 626, 1221)
gtex-tissue-bar[interactable] (172, 968, 177, 1001)
alignment-base: T (690, 1192, 698, 1206)
coordinate-tick-mark-1 (300, 35, 301, 48)
alignment-base: = (546, 1207, 554, 1221)
gtex-tissue-bar[interactable] (309, 950, 314, 1001)
